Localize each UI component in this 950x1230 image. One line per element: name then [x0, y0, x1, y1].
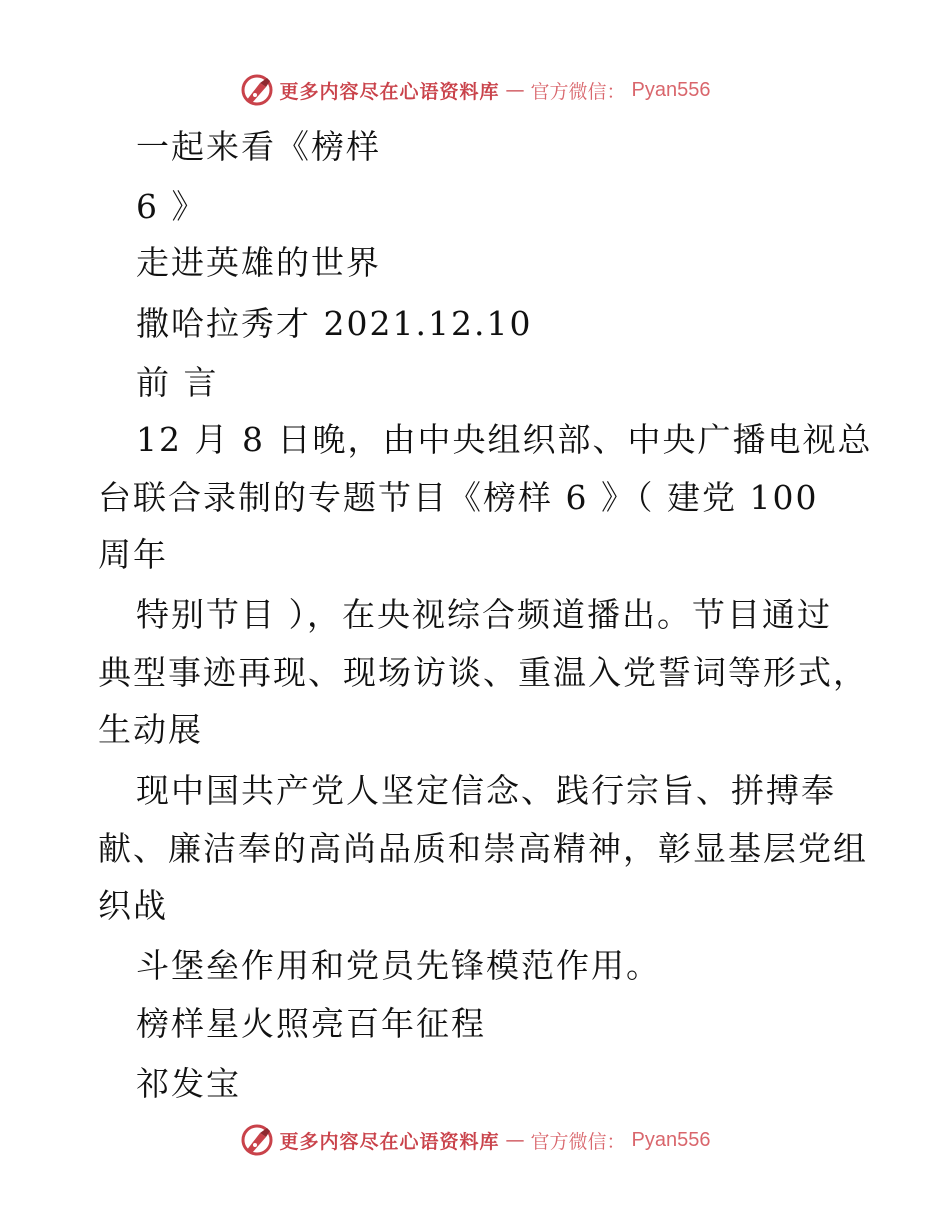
text-line: 一起来看《榜样 [136, 127, 381, 166]
text-line: 生动展 [98, 710, 203, 749]
text-line: 织战 [98, 886, 168, 925]
text-line: 撒哈拉秀才 2021.12.10 [136, 304, 533, 343]
watermark-text: 更多内容尽在心语资料库 [279, 80, 500, 103]
text-line: 6 》 [136, 187, 207, 226]
section-heading: 榜样星火照亮百年征程 [136, 1004, 486, 1043]
watermark-label: 官方微信： [530, 80, 626, 103]
text-line: 特别节目 ），在央视综合频道播出。节目通过 [136, 595, 832, 634]
text-line: 斗堡垒作用和党员先锋模范作用。 [136, 946, 661, 985]
section-heading: 前 言 [136, 363, 219, 402]
text-line: 走进英雄的世界 [136, 243, 381, 282]
watermark-id: Pyan556 [631, 78, 711, 101]
watermark-id: Pyan556 [631, 1128, 711, 1151]
watermark-dash: — [505, 1129, 525, 1151]
text-line: 献、廉洁奉的高尚品质和崇高精神，彰显基层党组 [98, 829, 868, 868]
footer-watermark [0, 1120, 950, 1160]
text-line: 祁发宝 [136, 1064, 241, 1103]
text-line: 典型事迹再现、现场访谈、重温入党誓词等形式， [98, 653, 868, 692]
header-watermark [0, 70, 950, 110]
watermark-text: 更多内容尽在心语资料库 [279, 1130, 500, 1153]
pen-nib-logo-icon [240, 1123, 274, 1157]
watermark-label: 官方微信： [530, 1130, 626, 1153]
text-line: 现中国共产党人坚定信念、践行宗旨、拼搏奉 [136, 771, 836, 810]
text-line: 台联合录制的专题节目《榜样 6 》（ 建党 100 [98, 478, 819, 517]
text-line: 12 月 8 日晚，由中央组织部、中央广播电视总 [136, 420, 873, 459]
watermark-dash: — [505, 79, 525, 101]
pen-nib-logo-icon [240, 73, 274, 107]
text-line: 周年 [98, 535, 168, 574]
